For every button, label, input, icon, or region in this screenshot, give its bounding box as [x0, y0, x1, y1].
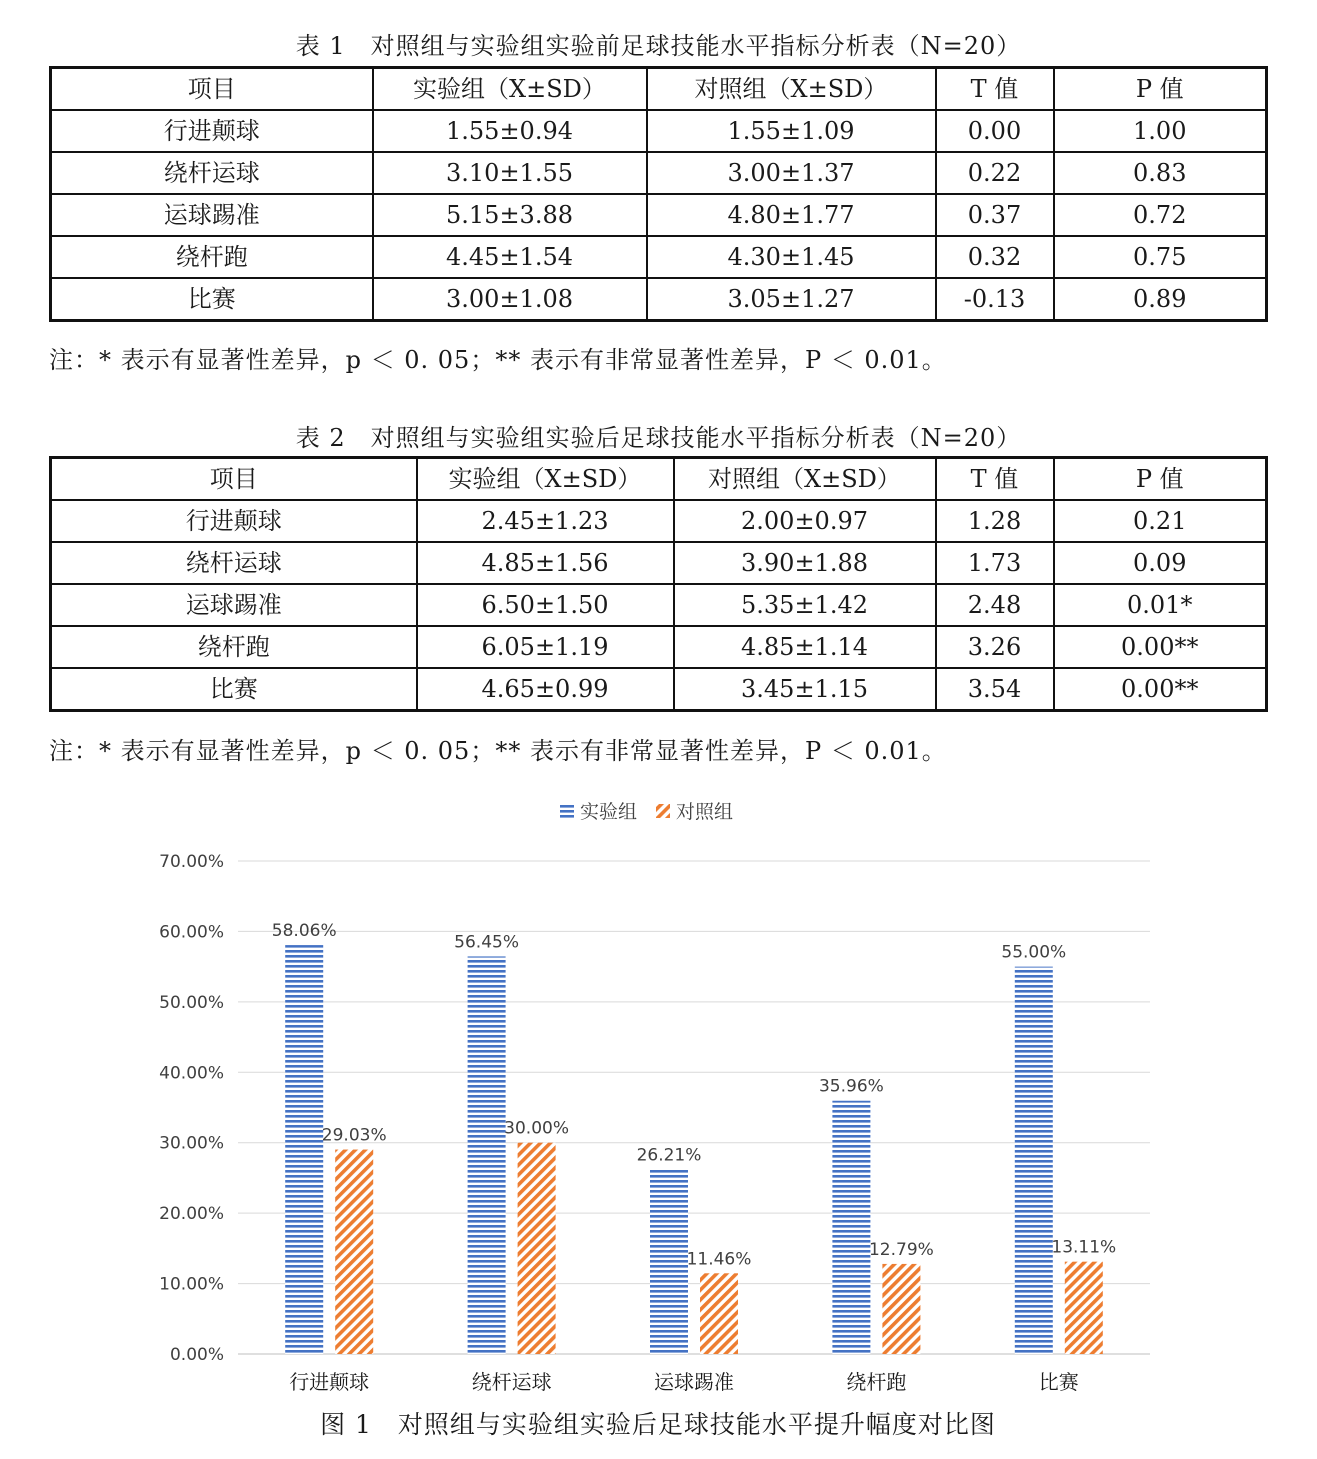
table-cell: 3.26 — [936, 626, 1054, 668]
data-label: 13.11% — [1051, 1237, 1117, 1258]
bar-experiment — [832, 1101, 870, 1354]
table-cell: 4.45±1.54 — [373, 236, 647, 278]
data-label: 26.21% — [636, 1145, 702, 1166]
y-tick-label: 50.00% — [159, 992, 224, 1013]
data-label: 12.79% — [868, 1239, 934, 1260]
table-cell: 行进颠球 — [51, 110, 373, 152]
table-header-cell: 对照组（X±SD） — [674, 458, 936, 501]
table-cell: 0.21 — [1054, 500, 1267, 542]
table-cell: 0.00 — [936, 110, 1054, 152]
table-cell: 2.45±1.23 — [417, 500, 674, 542]
data-label: 58.06% — [271, 921, 337, 942]
table-row — [51, 194, 1267, 236]
table-cell: 0.22 — [936, 152, 1054, 194]
table-cell: 0.00** — [1054, 626, 1267, 668]
bar-experiment — [285, 945, 323, 1354]
table-row — [51, 278, 1267, 321]
table-cell: 绕杆跑 — [51, 626, 417, 668]
table-cell: 绕杆跑 — [51, 236, 373, 278]
table-cell: 0.01* — [1054, 584, 1267, 626]
table-cell: 3.00±1.37 — [647, 152, 936, 194]
table-row — [51, 542, 1267, 584]
table-header-cell: 项目 — [51, 68, 373, 111]
bar-experiment — [1015, 967, 1053, 1354]
table-cell: 3.00±1.08 — [373, 278, 647, 321]
x-tick-label: 运球踢准 — [654, 1370, 734, 1394]
table-cell: 0.72 — [1054, 194, 1267, 236]
legend-swatch — [656, 804, 670, 818]
bar-control — [882, 1264, 920, 1354]
y-tick-label: 20.00% — [159, 1204, 224, 1225]
table-cell: 3.90±1.88 — [674, 542, 936, 584]
table-cell: 比赛 — [51, 668, 417, 711]
table-header-cell: 对照组（X±SD） — [647, 68, 936, 111]
chart-y-axis — [159, 852, 224, 1365]
data-label: 30.00% — [504, 1118, 570, 1139]
table-cell: 比赛 — [51, 278, 373, 321]
table-header-cell: P 值 — [1054, 68, 1267, 111]
data-label: 56.45% — [454, 932, 520, 953]
y-tick-label: 30.00% — [159, 1133, 224, 1154]
bar-control — [700, 1273, 738, 1354]
table-cell: 5.15±3.88 — [373, 194, 647, 236]
legend-label: 实验组 — [580, 801, 638, 823]
table-cell: 6.50±1.50 — [417, 584, 674, 626]
table-cell: 1.73 — [936, 542, 1054, 584]
table-cell: 1.28 — [936, 500, 1054, 542]
table-cell: 1.55±1.09 — [647, 110, 936, 152]
table-cell: 0.09 — [1054, 542, 1267, 584]
legend-label: 对照组 — [676, 801, 734, 823]
table-cell: 2.48 — [936, 584, 1054, 626]
data-label: 35.96% — [818, 1076, 884, 1097]
chart-bars — [272, 921, 1116, 1354]
table-cell: 1.00 — [1054, 110, 1267, 152]
table-header-cell: T 值 — [936, 458, 1054, 501]
table-cell: 4.80±1.77 — [647, 194, 936, 236]
bar-control — [1065, 1262, 1103, 1354]
table2-note: 注：* 表示有显著性差异，p ＜ 0. 05；** 表示有非常显著性差异，P ＜ 0.01。 — [49, 737, 947, 765]
table-cell: 0.89 — [1054, 278, 1267, 321]
y-tick-label: 0.00% — [169, 1345, 224, 1365]
chart-title: 图 1 对照组与实验组实验后足球技能水平提升幅度对比图 — [320, 1410, 996, 1439]
table1-note: 注：* 表示有显著性差异，p ＜ 0. 05；** 表示有非常显著性差异，P ＜ 0.01。 — [49, 346, 947, 374]
table-row — [51, 584, 1267, 626]
table-cell: 3.05±1.27 — [647, 278, 936, 321]
bar-experiment — [468, 956, 506, 1354]
table2-caption: 表 2 对照组与实验组实验后足球技能水平指标分析表（N=20） — [295, 424, 1022, 452]
table-header-cell: 项目 — [51, 458, 417, 501]
x-tick-label: 行进颠球 — [289, 1370, 370, 1394]
table-cell: 运球踢准 — [51, 194, 373, 236]
table-cell: 4.85±1.56 — [417, 542, 674, 584]
table-cell: 0.83 — [1054, 152, 1267, 194]
x-tick-label: 比赛 — [1038, 1370, 1079, 1394]
chart-gridlines — [238, 861, 1150, 1354]
table-cell: -0.13 — [936, 278, 1054, 321]
bar-control — [335, 1150, 373, 1354]
table-cell: 1.55±0.94 — [373, 110, 647, 152]
y-tick-label: 70.00% — [159, 852, 224, 872]
table-cell: 4.30±1.45 — [647, 236, 936, 278]
chart-improvement — [0, 780, 1317, 1459]
table-cell: 3.45±1.15 — [674, 668, 936, 711]
table1 — [49, 66, 1268, 322]
table-header-cell: 实验组（X±SD） — [417, 458, 674, 501]
table-cell: 运球踢准 — [51, 584, 417, 626]
table-row — [51, 626, 1267, 668]
table2 — [49, 456, 1268, 712]
table-row — [51, 110, 1267, 152]
x-tick-label: 绕杆跑 — [846, 1370, 907, 1394]
table-cell: 0.32 — [936, 236, 1054, 278]
table-cell: 绕杆运球 — [51, 542, 417, 584]
table-cell: 3.54 — [936, 668, 1054, 711]
data-label: 55.00% — [1001, 942, 1067, 963]
table-cell: 3.10±1.55 — [373, 152, 647, 194]
table-cell: 6.05±1.19 — [417, 626, 674, 668]
table-cell: 5.35±1.42 — [674, 584, 936, 626]
table-cell: 0.00** — [1054, 668, 1267, 711]
table-cell: 0.37 — [936, 194, 1054, 236]
legend-swatch — [560, 804, 574, 818]
table-row — [51, 668, 1267, 711]
table-header-cell: 实验组（X±SD） — [373, 68, 647, 111]
table-cell: 绕杆运球 — [51, 152, 373, 194]
table-cell: 2.00±0.97 — [674, 500, 936, 542]
table-header-cell: P 值 — [1054, 458, 1267, 501]
table-cell: 4.65±0.99 — [417, 668, 674, 711]
data-label: 11.46% — [686, 1249, 752, 1270]
chart-legend — [560, 801, 733, 823]
bar-control — [518, 1143, 556, 1354]
y-tick-label: 40.00% — [159, 1063, 224, 1084]
table-header-cell: T 值 — [936, 68, 1054, 111]
chart-x-axis — [289, 1370, 1079, 1394]
table-row — [51, 500, 1267, 542]
y-tick-label: 60.00% — [159, 922, 224, 943]
table-row — [51, 236, 1267, 278]
data-label: 29.03% — [321, 1125, 387, 1146]
table-cell: 0.75 — [1054, 236, 1267, 278]
table-cell: 行进颠球 — [51, 500, 417, 542]
x-tick-label: 绕杆运球 — [471, 1370, 552, 1394]
bar-experiment — [650, 1169, 688, 1354]
table-cell: 4.85±1.14 — [674, 626, 936, 668]
table-row — [51, 152, 1267, 194]
y-tick-label: 10.00% — [159, 1274, 224, 1295]
table1-caption: 表 1 对照组与实验组实验前足球技能水平指标分析表（N=20） — [295, 32, 1022, 60]
